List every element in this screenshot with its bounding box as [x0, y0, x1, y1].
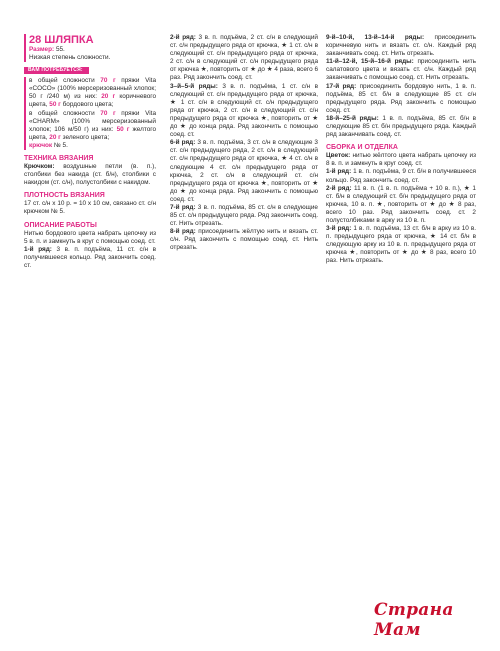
- column-right: [326, 34, 476, 266]
- materials-item-1: в общей сложности 70 г пряжи Vita «COCO» (100% мерсеризованный хлопок; 50 г /240 м) из них: 20 г коричневого цвета, 50 г бордового цвета;: [29, 77, 157, 109]
- flower-row-2: 2-й ряд: 11 в. п. (1 в. п. подъёма + 10 в. п.), ★ 1 ст. б/н в следующий ст. б/н предыдущего ряда от крючка, 10 в. п. ★, повторить от ★ до ★ 8 раз, всего 10 раз. Ряд закончить соед. ст. 2 полустолбиками в арку из 10 в. п.: [326, 184, 476, 224]
- technique-text: Крючком: воздушные петли (в. п.), столбики без накида (ст. б/н), столбики с накидом (ст. с/н), полустолбики с накидом.: [24, 163, 156, 187]
- row-2: 2-й ряд: 3 в. п. подъёма, 2 ст. с/н в следующий ст. с/н предыдущего ряда от крючка, ★ 1 ст. с/н в следующий ст. с/н предыдущего ряда от крючка, 2 ст. с/н в следующий ст. с/н предыдущего ряда от крючка ★, повторить от ★ до ★ 4 раза, всего 6 раз. Ряд закончить соед. ст.: [170, 34, 319, 82]
- rows-18-25: 18-й–25-й ряды: 1 в. п. подъёма, 85 ст. б/н в следующие 85 ст. б/н предыдущего ряда. Каждый ряд заканчивать соед. ст.: [326, 114, 476, 139]
- column-left: [24, 34, 156, 270]
- size-label: Размер:: [29, 46, 55, 53]
- row-7: 7-й ряд: 3 в. п. подъёма, 85 ст. с/н в следующие 85 ст. с/н предыдущего ряда. Ряд закончить соед. ст. Нить отрезать.: [170, 203, 318, 228]
- materials-hook: крючок № 5.: [29, 141, 68, 149]
- project-header: [24, 34, 156, 62]
- column-middle: [170, 34, 318, 253]
- materials-header: ВАМ ПОТРЕБУЕТСЯ:: [24, 67, 89, 74]
- site-watermark-logo: Страна Мам: [374, 600, 454, 640]
- rows-11-12-15-16: 11-й–12-й, 15-й–16-й ряды: присоединить нить салатового цвета и вязать ст. с/н. Каждый ряд заканчивать с помощью соед. ст. Нить отрезать.: [326, 58, 476, 82]
- row-1: 1-й ряд: 3 в. п. подъёма, 11 ст. с/н в получившееся кольцо. Ряд закончить соед. ст.: [24, 245, 156, 269]
- flower-row-1: 1-й ряд: 1 в. п. подъёма, 9 ст. б/н в получившееся кольцо. Ряд закончить соед. ст.: [326, 168, 476, 184]
- density-heading: ПЛОТНОСТЬ ВЯЗАНИЯ: [24, 192, 105, 200]
- materials-list: [24, 77, 156, 150]
- size-value: 55.: [55, 46, 65, 53]
- assembly-heading: СБОРКА И ОТДЕЛКА: [326, 144, 398, 152]
- flower-row-3: 3-й ряд: 1 в. п. подъёма, 13 ст. б/н в арку из 10 в. п. предыдущего ряда от крючка, ★ 14 ст. б/н в следующую арку из 10 в. п. предыдущего ряда от крючка ★, повторить от ★ до ★ 8 раз, всего 10 раз. Нить отрезать.: [326, 225, 476, 265]
- row-17: 17-й ряд: присоединить бордовую нить, 1 в. п. подъёма, 85 ст. б/н в следующие 85 ст. с/н предыдущего ряда. Ряд закончить с помощью соед. ст.: [326, 82, 476, 114]
- description-heading: ОПИСАНИЕ РАБОТЫ: [24, 221, 97, 229]
- project-title: 28 ШЛЯПКА: [29, 34, 94, 46]
- row-8: 8-й ряд: присоединить жёлтую нить и вязать ст. с/н. Ряд закончить с помощью соед. ст. Нить отрезать.: [170, 228, 318, 252]
- density-text: 17 ст. с/н х 10 р. = 10 х 10 см, связано ст. с/н крючком № 5.: [24, 200, 156, 216]
- materials-item-2: в общей сложности 70 г пряжи Vita «CHARM» (100% мерсеризованный хлопок; 106 м/50 г) из них: 50 г желтого цвета, 20 г зеленого цвета;: [29, 109, 157, 141]
- flower-intro: Цветок: нитью жёлтого цвета набрать цепочку из 8 в. п. и замкнуть в круг соед. ст.: [326, 152, 476, 168]
- technique-heading: ТЕХНИКА ВЯЗАНИЯ: [24, 155, 94, 163]
- rows-3-5: 3–й–5-й ряды: 3 в. п. подъёма, 1 ст. с/н в следующий ст. с/н предыдущего ряда от крючка, ★ 1 ст. с/н в следующий ст. с/н предыдущего ряда от крючка, 2 ст. с/н в следующий ст. с/н предыдущего ряда от крючка ★, повторить от ★ до ★ до конца ряда. Ряд закончить с помощью соед. ст.: [170, 82, 318, 139]
- rows-9-10-13-14: 9-й–10-й, 13-й–14-й ряды: присоединить коричневую нить и вязать ст. с/н. Каждый ряд заканчивать соед. ст. Нить отрезать.: [326, 34, 476, 58]
- row-6: 6-й ряд: 3 в. п. подъёма, 3 ст. с/н в следующие 3 ст. с/н предыдущего ряда, 2 ст. с/н в следующий ст. с/н предыдущего ряда от крючка, ★ 4 ст. с/н в следующие 4 ст. с/н предыдущего ряда от крючка, 2 ст. с/н в следующий ст. с/н предыдущего ряда от крючка ★, повторить от ★ до ★ до конца ряда. Ряд закончить с помощью соед. ст.: [170, 139, 318, 203]
- description-intro: Нитью бордового цвета набрать цепочку из 5 в. п. и замкнуть в круг с помощью соед. ст.: [24, 229, 156, 245]
- difficulty-text: Низкая степень сложности.: [29, 54, 111, 62]
